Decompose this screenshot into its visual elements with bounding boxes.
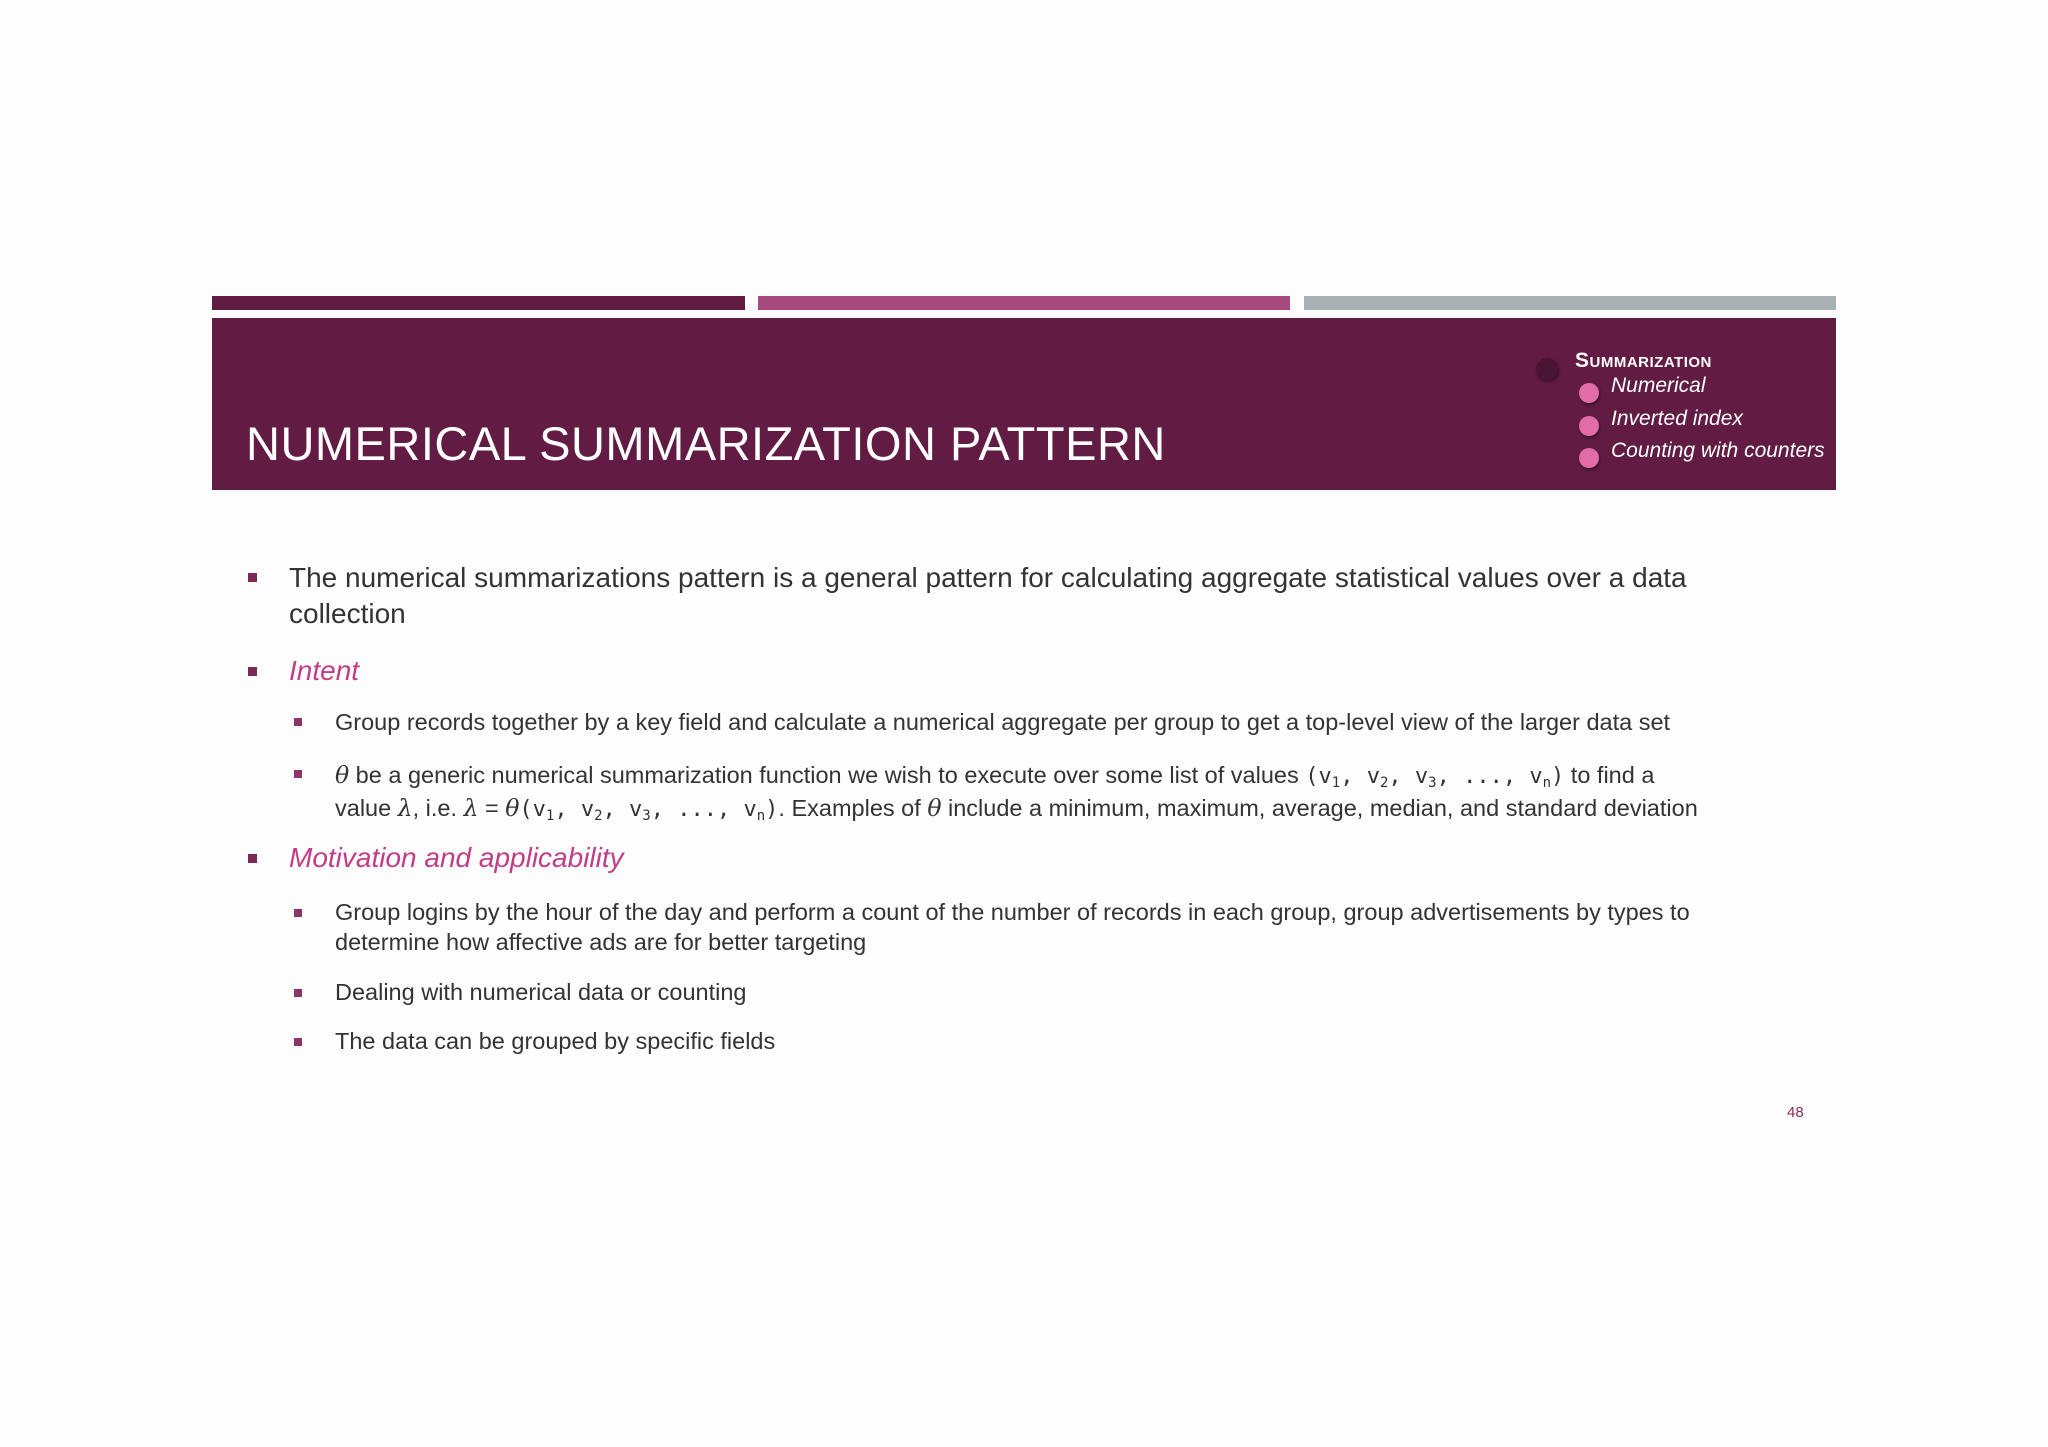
slide-title: NUMERICAL SUMMARIZATION PATTERN	[246, 417, 1166, 470]
page-number: 48	[1787, 1104, 1804, 1121]
motivation-heading: Motivation and applicability	[289, 842, 624, 873]
accent-bar-plum	[212, 296, 745, 310]
bullet-square-icon	[248, 573, 257, 582]
formula-line-1: θ be a generic numerical summarization function we wish to execute over some list of values ($v_1$, $v_2$, $v_3$, ..., $v_n$) to find a	[335, 761, 1655, 791]
accent-bar-gray	[1304, 296, 1836, 310]
bullet-square-icon	[294, 1038, 302, 1046]
bullet-square-icon	[294, 718, 302, 726]
bullet-square-icon	[248, 667, 257, 676]
bullet-square-icon	[294, 770, 302, 778]
bullet-square-icon	[248, 854, 257, 863]
formula-line-2: value λ, i.e. $\lambda = \theta(v_1$, $v_2$, $v_3$, ..., $v_n$). Examples of θ include a minimum, maximum, average, median, and standard deviation	[335, 794, 1698, 824]
nav-dot-icon	[1579, 416, 1599, 436]
nav-item-counting-with-counters[interactable]: Counting with counters	[1611, 439, 1825, 462]
body-text: The data can be grouped by specific fields	[335, 1028, 776, 1054]
intent-heading: Intent	[289, 655, 360, 686]
body-text: Dealing with numerical data or counting	[335, 979, 747, 1005]
body-text: The numerical summarizations pattern is a general pattern for calculating aggregate statistical values over a data	[289, 562, 1687, 593]
accent-bar-mauve	[758, 296, 1290, 310]
body-text: Group logins by the hour of the day and perform a count of the number of records in each group, group advertisements by types to	[335, 899, 1690, 925]
body-text: collection	[289, 598, 406, 629]
bullet-square-icon	[294, 909, 302, 917]
nav-section-dot-icon	[1536, 358, 1558, 380]
bullet-square-icon	[294, 989, 302, 997]
body-text: determine how affective ads are for better targeting	[335, 929, 867, 955]
body-text: Group records together by a key field and calculate a numerical aggregate per group to get a top-level view of the larger data set	[335, 709, 1671, 735]
nav-section-heading: Summarization	[1575, 349, 1712, 372]
nav-item-inverted-index[interactable]: Inverted index	[1611, 407, 1743, 430]
nav-item-numerical[interactable]: Numerical	[1611, 374, 1706, 397]
nav-dot-icon	[1579, 448, 1599, 468]
nav-dot-icon	[1579, 383, 1599, 403]
title-banner	[212, 318, 1836, 490]
